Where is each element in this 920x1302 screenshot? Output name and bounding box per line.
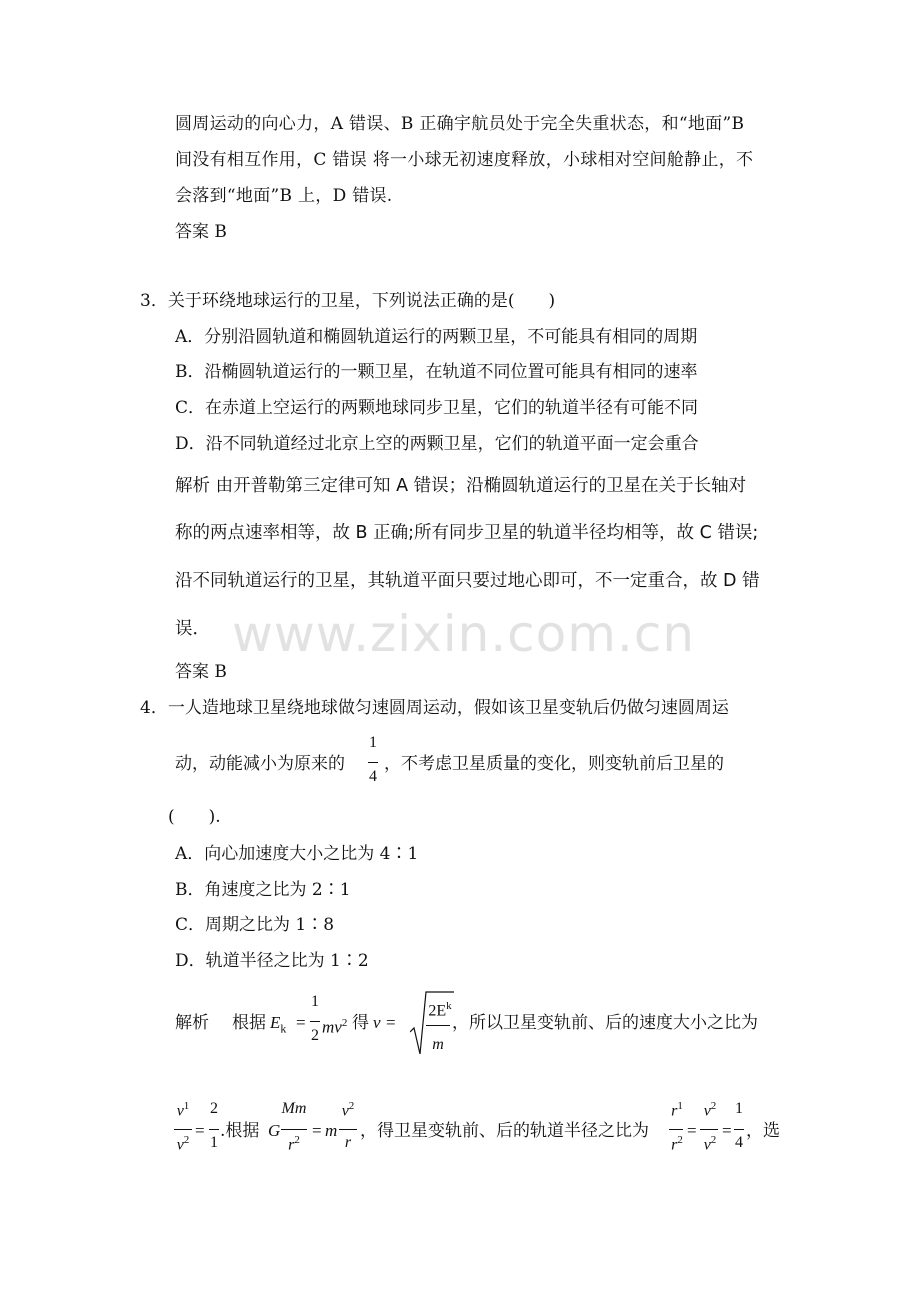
q4-rr-den-sup: 2 — [677, 1134, 683, 1146]
q3-option-c: C．在赤道上空运行的两颗地球同步卫星，它们的轨道半径有可能不同 — [175, 398, 699, 418]
q4-vv-num-sup: 2 — [710, 1100, 717, 1112]
q4-ek-symbol — [270, 1012, 286, 1039]
q3-option-b: B．沿椭圆轨道运行的一颗卫星，在轨道不同位置可能具有相同的速率 — [175, 362, 698, 382]
q4-ratio2-bar — [209, 1129, 219, 1130]
q4-vv-num-v: v — [703, 1102, 711, 1120]
q4-analysis-text-5: ，得卫星变轨前、后的轨道半径之比为 — [360, 1121, 649, 1141]
q4-vv-den-sup: 2 — [710, 1134, 717, 1146]
q4-sqrt-bar — [426, 1025, 450, 1026]
q4-option-b: B．角速度之比为 2∶1 — [175, 880, 351, 900]
q4-analysis-text-3: ，所以卫星变轨前、后的速度大小之比为 — [452, 1013, 758, 1033]
q4-rr-num-sup: 1 — [677, 1100, 683, 1112]
q4-eq-4: = — [687, 1121, 697, 1140]
q4-grav-numerator: Mm — [281, 1100, 307, 1117]
q4-fraction-numerator: 1 — [369, 734, 377, 751]
q3-option-d: D．沿不同轨道经过北京上空的两颗卫星，它们的轨道平面一定会重合 — [175, 434, 699, 454]
q4-sqrt-2e: 2E — [428, 1002, 447, 1020]
q4-eq-1: = — [296, 1013, 306, 1032]
q4-eq-2: = — [386, 1013, 396, 1032]
q4-ratio2-numerator: 2 — [210, 1100, 218, 1117]
q4-eq-3: = — [312, 1121, 322, 1140]
q4-cent-numerator — [336, 1100, 360, 1120]
q4-g-symbol: G — [268, 1121, 281, 1140]
q3-analysis-line-2: 称的两点速率相等，故 B 正确;所有同步卫星的轨道半径均相等，故 C 错误; — [175, 523, 759, 543]
q4-ratio1-eq: = — [195, 1121, 205, 1140]
q4-ratio1-numerator — [172, 1100, 194, 1120]
q4-rr-num-r: r — [671, 1102, 678, 1120]
q3-analysis-line-3: 沿不同轨道运行的卫星，其轨道平面只要过地心即可，不一定重合，故 D 错 — [175, 571, 760, 591]
q3-option-a: A．分别沿圆轨道和椭圆轨道运行的两颗卫星，不可能具有相同的周期 — [175, 327, 698, 347]
q4-analysis-label: 解析 — [175, 1013, 209, 1033]
q4-grav-den-sup: 2 — [294, 1134, 300, 1146]
watermark: www.zixin.com.cn — [232, 605, 696, 663]
q4-cent-denominator: r — [344, 1134, 352, 1151]
q4-option-a: A．向心加速度大小之比为 4∶1 — [175, 844, 419, 864]
q4-sqrt-denominator: m — [432, 1036, 444, 1053]
q4-ratio2-denominator: 1 — [210, 1134, 218, 1151]
q4-half-numerator: 1 — [311, 993, 319, 1010]
q3-stem: 3．关于环绕地球运行的卫星，下列说法正确的是( ) — [140, 291, 556, 311]
q4-vv-bar — [700, 1129, 718, 1130]
q4-grav-bar — [281, 1129, 307, 1130]
q4-stem-line-3: ( ). — [168, 807, 221, 827]
q4-vv-numerator — [698, 1100, 722, 1120]
q4-fraction-denominator: 4 — [369, 768, 377, 785]
q4-ratio1-denominator — [172, 1134, 194, 1154]
q4-ratio1-den-sup: 2 — [183, 1134, 190, 1146]
q3-answer: 答案 B — [175, 662, 227, 682]
q4-half-denominator: 2 — [311, 1027, 319, 1044]
q4-grav-denominator — [280, 1134, 308, 1154]
prev-analysis-line-2: 间没有相互作用，C 错误 将一小球无初速度释放，小球相对空间舱静止，不 — [175, 150, 754, 170]
q4-cent-num-sup: 2 — [348, 1100, 355, 1112]
prev-analysis-line-3: 会落到“地面”B 上，D 错误. — [175, 186, 393, 206]
q4-final-bar — [734, 1129, 744, 1130]
prev-analysis-line-1: 圆周运动的向心力，A 错误、B 正确宇航员处于完全失重状态，和“地面”B — [175, 114, 745, 134]
q4-option-d: D．轨道半径之比为 1∶2 — [175, 951, 369, 971]
q4-rr-den-r: r — [671, 1136, 678, 1154]
q4-mv2 — [322, 1012, 347, 1039]
prev-answer: 答案 B — [175, 222, 227, 242]
q4-mv-square: 2 — [341, 1017, 348, 1029]
q4-v-symbol: v — [373, 1013, 381, 1032]
q4-ek-letter: E — [270, 1013, 281, 1032]
q4-half-bar — [310, 1021, 320, 1022]
q4-ek-subscript: k — [280, 1021, 287, 1036]
q4-stem-line-2b: ，不考虑卫星质量的变化，则变轨前后卫星的 — [384, 754, 724, 774]
q4-grav-den-r: r — [288, 1136, 295, 1154]
q4-rr-numerator — [666, 1100, 688, 1120]
q4-stem-line-1: 4．一人造地球卫星绕地球做匀速圆周运动，假如该卫星变轨后仍做匀速圆周运 — [140, 698, 729, 718]
q4-vv-denominator — [698, 1134, 722, 1154]
q4-final-denominator: 4 — [735, 1134, 743, 1151]
q4-eq-5: = — [722, 1121, 732, 1140]
q4-rr-bar — [669, 1129, 683, 1130]
q4-ratio1-num-sup: 1 — [183, 1100, 190, 1112]
q4-ratio1-num-v: v — [176, 1102, 184, 1120]
q4-rr-denominator — [666, 1134, 688, 1154]
q4-m-symbol: m — [325, 1121, 338, 1140]
q4-sqrt-k: k — [446, 1000, 452, 1012]
q4-cent-bar — [339, 1129, 357, 1130]
q4-vv-den-v: v — [703, 1136, 711, 1154]
q4-analysis-text-4: .根据 — [220, 1121, 260, 1141]
q4-cent-num-v: v — [341, 1102, 349, 1120]
q4-ratio1-den-v: v — [176, 1136, 184, 1154]
q4-fraction-bar — [368, 762, 378, 763]
q4-analysis-text-6: ，选 — [746, 1121, 780, 1141]
q4-analysis-text-2: 得 — [352, 1013, 369, 1033]
q4-option-c: C．周期之比为 1∶8 — [175, 915, 335, 935]
q4-analysis-text-1: 根据 — [232, 1013, 266, 1033]
q4-final-numerator: 1 — [735, 1100, 743, 1117]
q3-analysis-line-1: 解析 由开普勒第三定律可知 A 错误；沿椭圆轨道运行的卫星在关于长轴对 — [175, 476, 747, 496]
q4-mv-letters: mv — [322, 1017, 342, 1037]
q4-stem-line-2a: 动，动能减小为原来的 — [175, 754, 345, 774]
q3-analysis-line-4: 误． — [175, 619, 210, 639]
q4-ratio1-bar — [174, 1129, 192, 1130]
